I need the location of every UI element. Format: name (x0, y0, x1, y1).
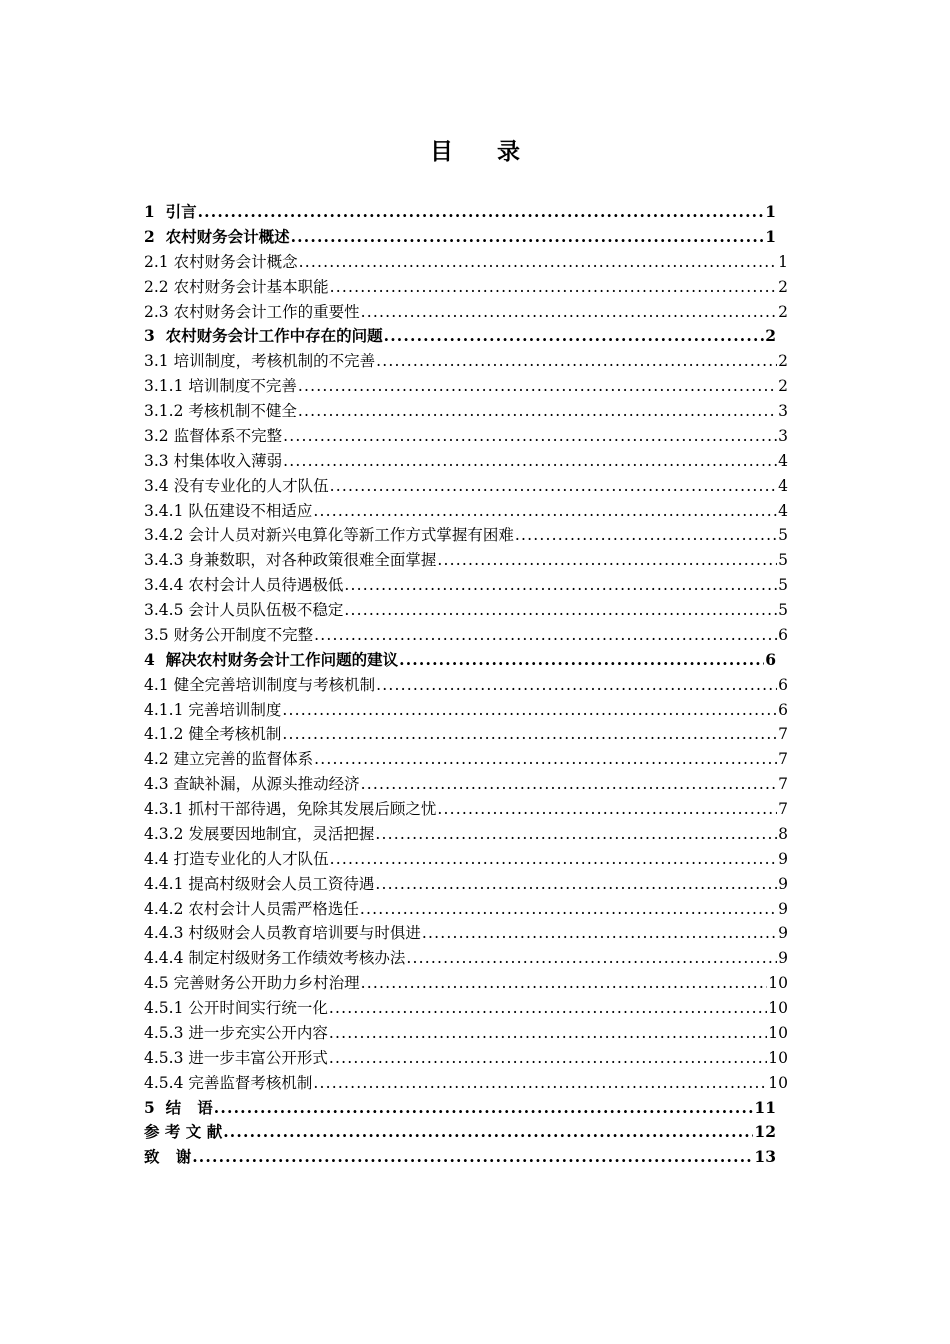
toc-entry-label: 4.2 建立完善的监督体系 (144, 750, 314, 769)
toc-entry-page: 10 (768, 1023, 788, 1042)
toc-leader-dots (344, 601, 777, 619)
toc-entry-label: 4.5.3 进一步丰富公开形式 (144, 1048, 328, 1067)
toc-leader-dots (406, 949, 777, 967)
toc-leader-dots (299, 253, 778, 271)
toc-leader-dots (329, 999, 767, 1017)
toc-leader-dots (313, 502, 777, 520)
toc-entry-label: 4 解决农村财务会计工作问题的建议 (144, 649, 399, 669)
toc-entry-label: 3.4 没有专业化的人才队伍 (144, 476, 329, 495)
toc-entry (144, 1046, 788, 1071)
toc-entry-page: 9 (778, 899, 788, 918)
toc-entry (144, 324, 776, 349)
toc-entry-label: 4.5 完善财务公开助力乡村治理 (144, 974, 360, 993)
toc-entry (144, 250, 788, 275)
toc-entry-page: 6 (778, 625, 788, 644)
toc-entry-page: 9 (778, 949, 788, 968)
toc-entry-page: 4 (778, 476, 788, 495)
toc-entry-page: 12 (754, 1122, 776, 1142)
toc-leader-dots (283, 427, 777, 445)
toc-entry (144, 225, 776, 250)
toc-entry-page: 2 (778, 277, 788, 296)
toc-entry (144, 946, 788, 971)
toc-entry (144, 872, 788, 897)
toc-leader-dots (399, 650, 764, 669)
toc-entry (144, 1096, 776, 1121)
toc-entry-label: 5 结 语 (144, 1097, 213, 1117)
toc-entry (144, 722, 788, 747)
toc-entry (144, 996, 788, 1021)
toc-entry-page: 10 (768, 974, 788, 993)
toc-entry (144, 523, 788, 548)
toc-leader-dots (384, 326, 765, 345)
toc-entry-label: 4.3.2 发展要因地制宜，灵活把握 (144, 824, 375, 843)
toc-leader-dots (361, 303, 778, 321)
toc-entry-label: 4.5.4 完善监督考核机制 (144, 1073, 313, 1092)
toc-entry-label: 3.4.1 队伍建设不相适应 (144, 501, 313, 520)
toc-entry (144, 474, 788, 499)
toc-entry (144, 499, 788, 524)
toc-entry-page: 5 (778, 576, 788, 595)
toc-entry-label: 致 谢 (144, 1147, 192, 1167)
toc-leader-dots (282, 725, 777, 743)
toc-entry-label: 3.1 培训制度，考核机制的不完善 (144, 352, 376, 371)
toc-entry (144, 797, 788, 822)
toc-leader-dots (515, 526, 777, 544)
toc-leader-dots (314, 750, 777, 768)
toc-entry-label: 1 引言 (144, 202, 197, 221)
toc-entry-label: 4.4.2 农村会计人员需严格选任 (144, 899, 359, 918)
toc-entry-label: 3.4.4 农村会计人员待遇极低 (144, 576, 344, 595)
toc-leader-dots (422, 924, 777, 942)
toc-entry-label: 3.5 财务公开制度不完整 (144, 625, 314, 644)
toc-entry-page: 1 (778, 252, 788, 271)
toc-leader-dots (298, 377, 777, 395)
toc-entry (144, 573, 788, 598)
toc-entry-label: 3 农村财务会计工作中存在的问题 (144, 326, 383, 346)
toc-entry (144, 1145, 776, 1170)
toc-leader-dots (283, 452, 777, 470)
toc-entry-label: 4.4 打造专业化的人才队伍 (144, 849, 329, 868)
toc-entry (144, 648, 776, 673)
toc-entry (144, 897, 788, 922)
toc-entry (144, 822, 788, 847)
toc-entry-label: 4.3.1 抓村干部待遇，免除其发展后顾之忧 (144, 800, 437, 818)
toc-leader-dots (192, 1147, 753, 1166)
toc-entry-page: 9 (778, 874, 788, 893)
toc-leader-dots (314, 626, 777, 644)
toc-entry-page: 7 (778, 800, 788, 818)
toc-entry-label: 3.1.1 培训制度不完善 (144, 377, 297, 396)
toc-leader-dots (198, 202, 765, 221)
toc-entry (144, 548, 788, 573)
toc-entry-page: 1 (765, 226, 776, 246)
toc-entry-label: 4.5.3 进一步充实公开内容 (144, 1023, 328, 1042)
toc-leader-dots (437, 800, 777, 818)
toc-entry-page: 13 (754, 1147, 776, 1167)
toc-entry-page: 3 (778, 426, 788, 445)
toc-entry (144, 275, 788, 300)
toc-entry-page: 8 (778, 824, 788, 843)
toc-entry (144, 349, 788, 374)
toc-entry-page: 9 (778, 849, 788, 868)
toc-entry (144, 424, 788, 449)
toc-leader-dots (376, 352, 777, 370)
toc-entry-page: 6 (778, 675, 788, 694)
toc-entry-page: 6 (778, 700, 788, 719)
toc-entry-page: 7 (778, 775, 788, 794)
toc-entry-page: 2 (778, 352, 788, 371)
toc-entry-label: 4.4.1 提高村级财会人员工资待遇 (144, 874, 375, 893)
toc-leader-dots (330, 278, 778, 296)
toc-entry-label: 2 农村财务会计概述 (144, 226, 290, 246)
toc-entry (144, 1071, 788, 1096)
toc-leader-dots (330, 850, 778, 868)
toc-entry-label: 2.2 农村财务会计基本职能 (144, 277, 329, 296)
toc-entry-label: 4.1.1 完善培训制度 (144, 700, 282, 719)
toc-entry-page: 2 (778, 377, 788, 396)
toc-entry-page: 2 (778, 302, 788, 321)
toc-entry-label: 4.1 健全完善培训制度与考核机制 (144, 675, 376, 694)
toc-leader-dots (375, 875, 777, 893)
toc-leader-dots (361, 775, 778, 793)
toc-leader-dots (298, 402, 777, 420)
toc-entry (144, 1120, 776, 1145)
toc-entry (144, 399, 788, 424)
toc-entry (144, 598, 788, 623)
toc-leader-dots (291, 227, 765, 246)
toc-entry-label: 4.4.4 制定村级财务工作绩效考核办法 (144, 949, 406, 968)
toc-entry-page: 2 (765, 326, 776, 346)
toc-leader-dots (375, 825, 777, 843)
toc-entry (144, 623, 788, 648)
toc-entry-label: 4.4.3 村级财会人员教育培训要与时俱进 (144, 924, 421, 943)
toc-entry (144, 847, 788, 872)
toc-leader-dots (329, 1024, 767, 1042)
toc-leader-dots (344, 576, 777, 594)
toc-entry-page: 6 (765, 649, 776, 669)
toc-entry-page: 4 (778, 501, 788, 520)
toc-entry-page: 5 (778, 551, 788, 570)
toc-entry-label: 3.3 村集体收入薄弱 (144, 451, 283, 470)
toc-entry (144, 200, 776, 225)
toc-entry (144, 971, 788, 996)
toc-list (144, 200, 788, 1170)
toc-entry-label: 3.4.2 会计人员对新兴电算化等新工作方式掌握有困难 (144, 526, 514, 545)
toc-leader-dots (313, 1074, 767, 1092)
toc-entry-page: 10 (768, 1048, 788, 1067)
toc-entry (144, 772, 788, 797)
toc-entry-page: 11 (754, 1097, 776, 1117)
toc-entry-page: 10 (768, 999, 788, 1017)
toc-leader-dots (361, 974, 768, 992)
toc-leader-dots (214, 1098, 754, 1117)
toc-entry-label: 4.1.2 健全考核机制 (144, 725, 282, 744)
toc-entry-page: 10 (768, 1073, 788, 1092)
toc-entry (144, 300, 788, 325)
toc-leader-dots (437, 551, 777, 569)
toc-leader-dots (376, 676, 777, 694)
toc-entry (144, 374, 788, 399)
toc-entry (144, 673, 788, 698)
toc-entry-page: 3 (778, 402, 788, 420)
toc-entry-label: 3.1.2 考核机制不健全 (144, 402, 297, 420)
toc-entry (144, 747, 788, 772)
toc-entry-label: 参 考 文 献 (144, 1122, 223, 1142)
toc-entry-label: 4.5.1 公开时间实行统一化 (144, 999, 328, 1017)
toc-entry-page: 1 (765, 202, 776, 221)
toc-leader-dots (223, 1122, 753, 1141)
toc-entry-label: 2.3 农村财务会计工作的重要性 (144, 302, 360, 321)
toc-entry-label: 3.2 监督体系不完整 (144, 426, 283, 445)
toc-leader-dots (282, 701, 777, 719)
toc-leader-dots (360, 900, 777, 918)
toc-entry-label: 3.4.3 身兼数职，对各种政策很难全面掌握 (144, 551, 437, 570)
toc-entry-page: 4 (778, 451, 788, 470)
toc-entry (144, 449, 788, 474)
toc-entry-page: 7 (778, 750, 788, 769)
toc-entry-label: 2.1 农村财务会计概念 (144, 252, 298, 271)
toc-entry-label: 4.3 查缺补漏，从源头推动经济 (144, 775, 360, 794)
toc-entry (144, 921, 788, 946)
toc-entry-page: 5 (778, 601, 788, 619)
toc-entry (144, 1021, 788, 1046)
toc-entry-page: 5 (778, 526, 788, 545)
toc-entry-page: 9 (778, 924, 788, 943)
toc-entry-label: 3.4.5 会计人员队伍极不稳定 (144, 601, 344, 619)
toc-leader-dots (329, 1049, 767, 1067)
toc-title: 目录 (430, 138, 564, 165)
toc-entry-page: 7 (778, 725, 788, 744)
toc-leader-dots (330, 477, 778, 495)
toc-entry (144, 698, 788, 723)
